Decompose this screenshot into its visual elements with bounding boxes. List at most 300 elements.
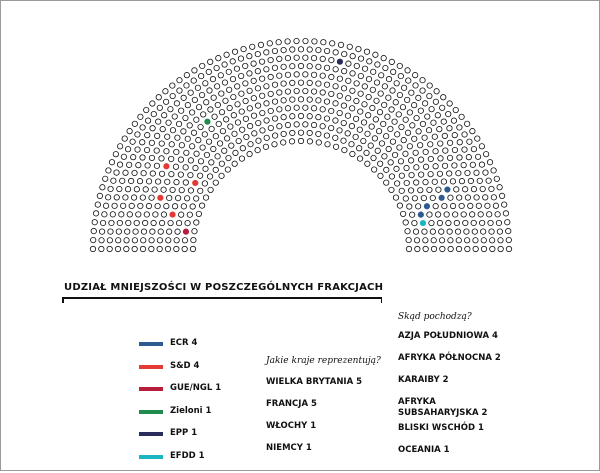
- seat-marker: [277, 73, 282, 78]
- seat-marker: [457, 140, 462, 145]
- seat-marker: [154, 148, 159, 153]
- seat-marker: [204, 100, 209, 105]
- seat-marker: [224, 136, 229, 141]
- seat-marker: [142, 220, 147, 225]
- seat-marker: [116, 229, 121, 234]
- seat-marker: [125, 186, 130, 191]
- seat-marker: [277, 56, 282, 61]
- seat-marker: [476, 203, 481, 208]
- seat-marker: [448, 246, 453, 251]
- seat-marker: [187, 123, 192, 128]
- seat-marker: [316, 114, 321, 119]
- seat-marker: [397, 203, 402, 208]
- seat-marker: [303, 88, 308, 93]
- seat-marker: [437, 126, 442, 131]
- seat-marker: [324, 99, 329, 104]
- seat-marker: [423, 238, 428, 243]
- seat-marker: [247, 71, 252, 76]
- title-underline: [62, 297, 382, 299]
- seat-marker: [324, 133, 329, 138]
- seat-marker: [298, 63, 303, 68]
- seat-marker: [451, 118, 456, 123]
- seat-marker: [209, 160, 214, 165]
- seat-marker: [370, 105, 375, 110]
- seat-marker: [371, 155, 376, 160]
- seat-marker: [263, 144, 268, 149]
- seat-marker: [203, 81, 208, 86]
- seat-marker: [123, 170, 128, 175]
- seat-marker: [247, 123, 252, 128]
- seat-marker: [333, 84, 338, 89]
- seat-marker: [372, 136, 377, 141]
- seat-marker: [95, 202, 100, 207]
- seat-marker: [398, 73, 403, 78]
- seat-marker: [474, 195, 479, 200]
- seat-marker: [230, 76, 235, 81]
- seat-marker: [170, 212, 175, 217]
- seat-marker: [431, 120, 436, 125]
- seat-marker: [137, 178, 142, 183]
- seat-marker: [281, 131, 286, 136]
- seat-marker: [418, 187, 423, 192]
- seat-marker: [141, 229, 146, 234]
- seat-marker: [409, 172, 414, 177]
- seat-marker: [239, 109, 244, 114]
- legend-label: Zieloni 1: [170, 405, 212, 416]
- seat-marker: [470, 162, 475, 167]
- seat-marker: [138, 114, 143, 119]
- seat-marker: [428, 171, 433, 176]
- seat-marker: [285, 106, 290, 111]
- seat-marker: [169, 171, 174, 176]
- seat-marker: [417, 143, 422, 148]
- seat-marker: [145, 163, 150, 168]
- seat-marker: [440, 246, 445, 251]
- seat-marker: [252, 131, 257, 136]
- seat-marker: [403, 117, 408, 122]
- seat-marker: [382, 84, 387, 89]
- seat-marker: [236, 138, 241, 143]
- seat-marker: [194, 117, 199, 122]
- seat-marker: [418, 172, 423, 177]
- seat-marker: [384, 167, 389, 172]
- seat-marker: [126, 220, 131, 225]
- seat-marker: [264, 50, 269, 55]
- seat-marker: [115, 246, 120, 251]
- seat-marker: [202, 132, 207, 137]
- seat-marker: [211, 146, 216, 151]
- seat-marker: [170, 93, 175, 98]
- seat-marker: [285, 55, 290, 60]
- seat-marker: [208, 187, 213, 192]
- seat-marker: [285, 72, 290, 77]
- legend-label: EFDD 1: [170, 450, 205, 461]
- seat-marker: [384, 180, 389, 185]
- seat-marker: [465, 246, 470, 251]
- seat-marker: [497, 229, 502, 234]
- countries-question: Jakie kraje reprezentują?: [266, 356, 381, 366]
- seat-marker: [114, 195, 119, 200]
- seat-marker: [316, 98, 321, 103]
- seat-marker: [290, 47, 295, 52]
- seat-marker: [141, 171, 146, 176]
- seat-marker: [441, 179, 446, 184]
- seat-marker: [452, 147, 457, 152]
- seat-marker: [341, 68, 346, 73]
- seat-marker: [108, 186, 113, 191]
- seat-marker: [166, 238, 171, 243]
- seat-marker: [170, 128, 175, 133]
- seat-marker: [128, 178, 133, 183]
- seat-marker: [400, 104, 405, 109]
- seat-marker: [430, 195, 435, 200]
- seat-marker: [120, 178, 125, 183]
- seat-marker: [473, 238, 478, 243]
- seat-marker: [388, 126, 393, 131]
- seat-marker: [389, 59, 394, 64]
- seat-marker: [272, 82, 277, 87]
- seat-marker: [477, 178, 482, 183]
- seat-marker: [369, 124, 374, 129]
- seat-marker: [452, 212, 457, 217]
- seat-marker: [277, 90, 282, 95]
- seat-marker: [442, 163, 447, 168]
- seat-marker: [172, 204, 177, 209]
- seat-marker: [183, 229, 188, 234]
- seat-marker: [238, 73, 243, 78]
- seat-marker: [202, 181, 207, 186]
- seat-marker: [489, 186, 494, 191]
- seat-marker: [216, 121, 221, 126]
- seat-marker: [226, 87, 231, 92]
- seat-marker: [154, 133, 159, 138]
- seat-marker: [219, 173, 224, 178]
- seat-marker: [450, 203, 455, 208]
- seat-marker: [247, 88, 252, 93]
- seat-marker: [471, 186, 476, 191]
- seat-marker: [247, 53, 252, 58]
- seat-marker: [350, 53, 355, 58]
- seat-marker: [160, 126, 165, 131]
- seat-marker: [420, 220, 425, 225]
- origin-row: BLISKI WSCHÓD 1: [398, 423, 484, 433]
- seat-marker: [155, 179, 160, 184]
- seat-marker: [422, 135, 427, 140]
- seat-marker: [260, 128, 265, 133]
- seat-marker: [421, 195, 426, 200]
- seat-marker: [260, 110, 265, 115]
- seat-marker: [341, 86, 346, 91]
- seat-marker: [422, 229, 427, 234]
- seat-marker: [375, 148, 380, 153]
- seat-marker: [194, 220, 199, 225]
- seat-marker: [341, 103, 346, 108]
- seat-marker: [423, 164, 428, 169]
- seat-marker: [412, 196, 417, 201]
- seat-marker: [447, 101, 452, 106]
- seat-marker: [475, 136, 480, 141]
- seat-marker: [462, 147, 467, 152]
- seat-marker: [179, 187, 184, 192]
- seat-marker: [393, 195, 398, 200]
- seat-marker: [389, 107, 394, 112]
- seat-marker: [379, 141, 384, 146]
- seat-marker: [198, 188, 203, 193]
- seat-marker: [452, 132, 457, 137]
- seat-marker: [255, 103, 260, 108]
- seat-marker: [320, 73, 325, 78]
- seat-marker: [403, 220, 408, 225]
- seat-marker: [474, 170, 479, 175]
- seat-marker: [424, 204, 429, 209]
- seat-marker: [198, 124, 203, 129]
- seat-marker: [219, 109, 224, 114]
- seat-marker: [320, 107, 325, 112]
- seat-marker: [358, 56, 363, 61]
- seat-marker: [130, 154, 135, 159]
- seat-marker: [397, 145, 402, 150]
- seat-marker: [228, 124, 233, 129]
- seat-marker: [364, 49, 369, 54]
- seat-marker: [256, 138, 261, 143]
- seat-marker: [324, 48, 329, 53]
- seat-marker: [110, 212, 115, 217]
- seat-marker: [298, 47, 303, 52]
- seat-marker: [138, 203, 143, 208]
- seat-marker: [446, 220, 451, 225]
- seat-marker: [164, 149, 169, 154]
- seat-marker: [203, 195, 208, 200]
- seat-marker: [243, 81, 248, 86]
- seat-marker: [485, 203, 490, 208]
- seat-marker: [298, 138, 303, 143]
- seat-marker: [90, 237, 95, 242]
- seat-marker: [213, 167, 218, 172]
- seat-marker: [97, 193, 102, 198]
- seat-marker: [256, 120, 261, 125]
- seat-marker: [238, 56, 243, 61]
- seat-marker: [337, 59, 342, 64]
- seat-marker: [467, 139, 472, 144]
- seat-marker: [377, 161, 382, 166]
- seat-marker: [151, 111, 156, 116]
- seat-marker: [307, 47, 312, 52]
- seat-marker: [122, 136, 127, 141]
- seat-marker: [91, 228, 96, 233]
- seat-marker: [277, 124, 282, 129]
- seat-marker: [298, 113, 303, 118]
- seat-marker: [247, 106, 252, 111]
- seat-marker: [224, 52, 229, 57]
- seat-marker: [377, 109, 382, 114]
- seat-marker: [150, 126, 155, 131]
- seat-marker: [456, 238, 461, 243]
- seat-marker: [429, 106, 434, 111]
- seat-marker: [156, 119, 161, 124]
- seat-marker: [135, 132, 140, 137]
- seat-marker: [316, 64, 321, 69]
- seat-marker: [281, 114, 286, 119]
- seat-marker: [191, 78, 196, 83]
- seat-marker: [390, 88, 395, 93]
- seat-marker: [178, 212, 183, 217]
- seat-marker: [285, 39, 290, 44]
- seat-marker: [416, 129, 421, 134]
- seat-marker: [243, 116, 248, 121]
- seat-marker: [191, 130, 196, 135]
- seat-marker: [356, 46, 361, 51]
- seat-marker: [204, 152, 209, 157]
- seat-marker: [100, 220, 105, 225]
- seat-marker: [285, 89, 290, 94]
- seat-marker: [447, 171, 452, 176]
- seat-marker: [203, 166, 208, 171]
- seat-marker: [216, 55, 221, 60]
- seat-marker: [200, 145, 205, 150]
- seat-marker: [235, 120, 240, 125]
- seat-marker: [188, 172, 193, 177]
- seat-marker: [401, 85, 406, 90]
- seat-marker: [159, 220, 164, 225]
- seat-marker: [133, 229, 138, 234]
- seat-marker: [239, 91, 244, 96]
- seat-marker: [193, 180, 198, 185]
- seat-marker: [425, 114, 430, 119]
- seat-marker: [260, 93, 265, 98]
- seat-marker: [120, 203, 125, 208]
- seat-marker: [272, 65, 277, 70]
- seat-marker: [215, 102, 220, 107]
- seat-marker: [472, 229, 477, 234]
- seat-marker: [506, 228, 511, 233]
- seat-marker: [177, 88, 182, 93]
- seat-marker: [152, 187, 157, 192]
- seat-marker: [289, 139, 294, 144]
- seat-marker: [243, 98, 248, 103]
- seat-marker: [382, 154, 387, 159]
- seat-marker: [415, 204, 420, 209]
- seat-marker: [337, 93, 342, 98]
- seat-marker: [131, 195, 136, 200]
- seat-marker: [143, 187, 148, 192]
- seat-marker: [337, 76, 342, 81]
- seat-marker: [100, 185, 105, 190]
- seat-marker: [307, 114, 312, 119]
- seat-marker: [358, 91, 363, 96]
- seat-marker: [473, 246, 478, 251]
- seat-marker: [410, 123, 415, 128]
- seat-marker: [121, 154, 126, 159]
- seat-marker: [403, 196, 408, 201]
- seat-marker: [329, 108, 334, 113]
- origin-row: AZJA POŁUDNIOWA 4: [398, 331, 498, 341]
- seat-marker: [159, 156, 164, 161]
- legend-swatch: [139, 410, 163, 414]
- seat-marker: [390, 139, 395, 144]
- seat-marker: [99, 238, 104, 243]
- seat-marker: [303, 55, 308, 60]
- seat-marker: [209, 126, 214, 131]
- seat-marker: [234, 84, 239, 89]
- seat-marker: [461, 212, 466, 217]
- seat-marker: [232, 161, 237, 166]
- seat-marker: [491, 195, 496, 200]
- seat-marker: [491, 168, 496, 173]
- seat-marker: [373, 117, 378, 122]
- seat-marker: [223, 117, 228, 122]
- seat-marker: [141, 238, 146, 243]
- seat-marker: [276, 40, 281, 45]
- seat-marker: [146, 179, 151, 184]
- seat-marker: [175, 135, 180, 140]
- seat-marker: [353, 116, 358, 121]
- seat-marker: [401, 137, 406, 142]
- seat-marker: [442, 133, 447, 138]
- chart-title: UDZIAŁ MNIEJSZOŚCI W POSZCZEGÓLNYCH FRAKCJACH: [64, 282, 384, 293]
- seat-marker: [199, 92, 204, 97]
- seat-marker: [409, 212, 414, 217]
- seat-marker: [303, 72, 308, 77]
- seat-marker: [404, 97, 409, 102]
- seat-marker: [178, 157, 183, 162]
- seat-marker: [333, 118, 338, 123]
- seat-marker: [178, 172, 183, 177]
- seat-marker: [193, 196, 198, 201]
- seat-marker: [126, 162, 131, 167]
- seat-marker: [354, 98, 359, 103]
- seat-marker: [412, 72, 417, 77]
- seat-marker: [227, 105, 232, 110]
- seat-marker: [428, 156, 433, 161]
- country-row: NIEMCY 1: [266, 443, 312, 453]
- seat-marker: [154, 163, 159, 168]
- seat-marker: [475, 154, 480, 159]
- seat-marker: [316, 47, 321, 52]
- seat-marker: [239, 127, 244, 132]
- seat-marker: [358, 73, 363, 78]
- seat-marker: [452, 163, 457, 168]
- seat-marker: [405, 130, 410, 135]
- legend-swatch: [139, 455, 163, 459]
- seat-marker: [290, 80, 295, 85]
- seat-marker: [321, 40, 326, 45]
- seat-marker: [399, 173, 404, 178]
- seat-marker: [184, 83, 189, 88]
- seat-marker: [268, 125, 273, 130]
- seat-marker: [506, 237, 511, 242]
- seat-marker: [398, 159, 403, 164]
- seat-marker: [264, 101, 269, 106]
- seat-marker: [281, 81, 286, 86]
- seat-marker: [222, 148, 227, 153]
- seat-marker: [448, 195, 453, 200]
- seat-marker: [190, 204, 195, 209]
- seat-marker: [324, 65, 329, 70]
- seat-marker: [255, 86, 260, 91]
- seat-marker: [392, 152, 397, 157]
- seat-marker: [393, 100, 398, 105]
- seat-marker: [407, 110, 412, 115]
- seat-marker: [489, 238, 494, 243]
- seat-marker: [208, 107, 213, 112]
- seat-marker: [281, 64, 286, 69]
- seat-marker: [183, 165, 188, 170]
- seat-marker: [316, 81, 321, 86]
- seat-marker: [144, 147, 149, 152]
- seat-marker: [149, 195, 154, 200]
- seat-marker: [375, 62, 380, 67]
- seat-marker: [219, 161, 224, 166]
